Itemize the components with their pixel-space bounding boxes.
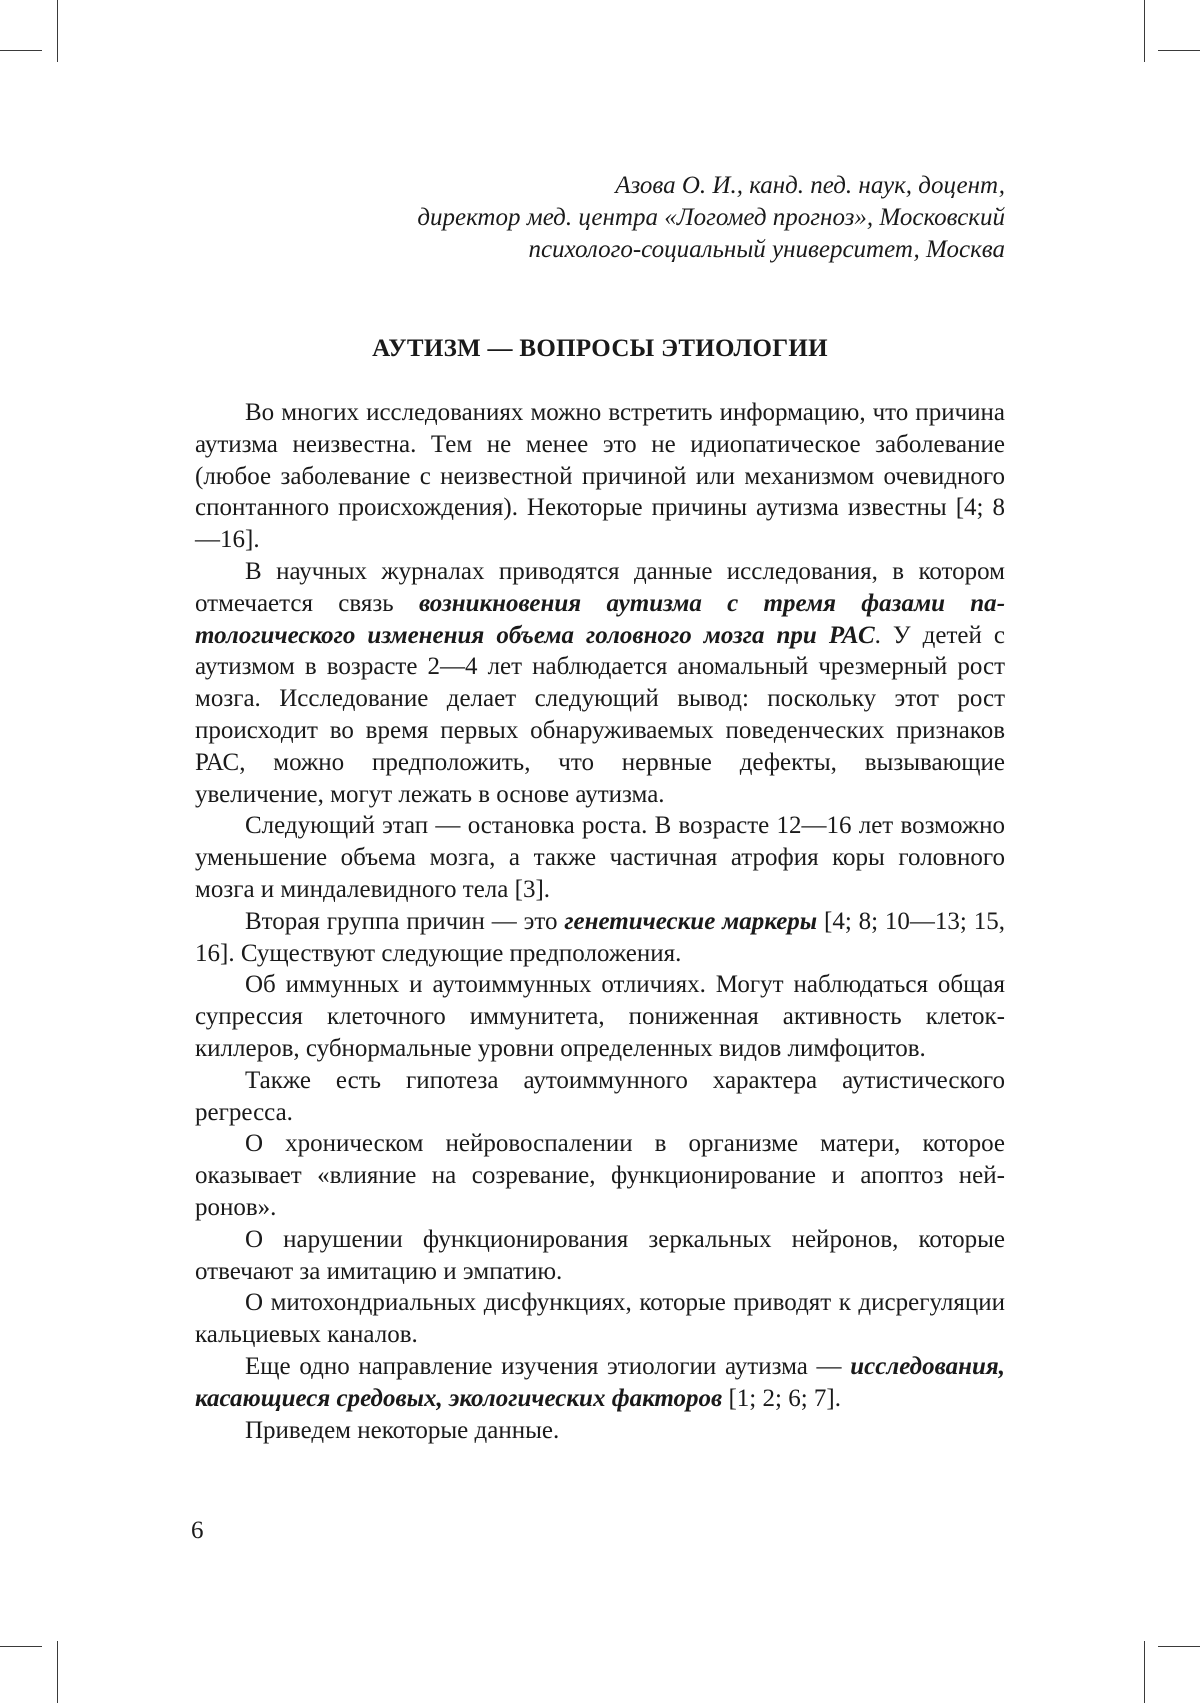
paragraph-4: [195, 906, 1005, 970]
article-title: АУТИЗМ — ВОПРОСЫ ЭТИОЛОГИИ: [372, 335, 828, 362]
crop-mark-top-right-h: [1158, 50, 1200, 51]
crop-mark-top-left: [57, 0, 58, 62]
paragraph-3: Следующий этап — остановка роста. В возрасте 12—16 лет возможно уменьшение объема мозга, а также частичная атрофия коры головного мозга и миндалевидного тела [3].: [195, 812, 1005, 903]
paragraph-4-emphasis: генетические маркеры: [564, 907, 818, 935]
author-credentials: , канд. пед. наук, доцент,: [736, 172, 1005, 199]
crop-mark-bottom-left: [57, 1641, 58, 1703]
crop-mark-bottom-left-h: [0, 1646, 42, 1647]
paragraph-10-emphasis: исследования, касающиеся средовых, экологических факторов: [195, 1352, 1005, 1412]
crop-mark-top-left-h: [0, 50, 42, 51]
paragraph-10-text-c: [1; 2; 6; 7].: [722, 1384, 841, 1412]
paragraph-2: [195, 556, 1005, 810]
author-affiliation: [300, 170, 1005, 266]
paragraph-10: [195, 1351, 1005, 1415]
paragraph-5: Об иммунных и аутоиммунных отличиях. Могут наблюдаться общая супрессия клеточного иммунитета, пониженная активность клеток-киллеров, субнормальные уровни определенных видов лимфоцитов.: [195, 971, 1005, 1062]
paragraph-8: О нарушении функционирования зеркальных нейронов, которые отвечают за имитацию и эмпатию.: [195, 1225, 1005, 1285]
author-line-1: [300, 170, 1005, 202]
paragraph-11: Приведем некоторые данные.: [245, 1416, 560, 1444]
paragraph-6: Также есть гипотеза аутоиммунного характера аутистического регресса.: [195, 1066, 1005, 1126]
crop-mark-bottom-right-h: [1158, 1646, 1200, 1647]
crop-mark-bottom-right: [1144, 1641, 1145, 1703]
paragraph-10-text-a: Еще одно направление изучения этиологии аутизма —: [245, 1352, 851, 1380]
article-body: [195, 397, 1005, 1446]
author-name: Азова О. И.: [615, 172, 737, 199]
paragraph-1: Во многих исследованиях можно встретить информацию, что причина аутизма неизвестна. Тем не менее это не идиопатическое заболевание (любое заболевание с неизвестной причиной или механизмом очевидного спонтанного происхождения). Некоторые причины аутизма известны [4; 8—16].: [195, 399, 1005, 554]
paragraph-2-emphasis: возникновения аутизма с тремя фазами патологического изменения объема головного мозга при РАС: [195, 589, 1006, 649]
paragraph-2-text-c: . У детей с аутизмом в возрасте 2—4 лет наблюдается аномальный чрезмерный рост мозга. Исследование делает следующий вывод: поскольку этот рост происходит во время первых обнаруживаемых поведенческих признаков РАС, можно предположить, что нервные дефекты, вызывающие увеличение, могут лежать в основе аутизма.: [195, 621, 1005, 808]
paragraph-9: О митохондриальных дисфункциях, которые приводят к дисрегуляции кальциевых каналов.: [195, 1289, 1005, 1349]
paragraph-7: О хроническом нейровоспалении в организме матери, которое оказывает «влияние на созревание, функционирование и апоптоз нейронов».: [195, 1130, 1005, 1221]
paragraph-4-text-a: Вторая группа причин — это: [245, 907, 565, 935]
author-line-2: директор мед. центра «Логомед прогноз», Московский: [417, 204, 1005, 231]
author-line-3: психолого-социальный университет, Москва: [528, 236, 1005, 263]
page-number: 6: [191, 1517, 204, 1544]
paragraph-2-text-a: В научных журналах приводятся данные исследования, в котором отмечается связь: [195, 557, 1005, 617]
crop-mark-top-right: [1144, 0, 1145, 62]
paragraph-4-text-c: [4; 8; 10—13; 15, 16]. Существуют следующие предположения.: [195, 907, 1005, 967]
